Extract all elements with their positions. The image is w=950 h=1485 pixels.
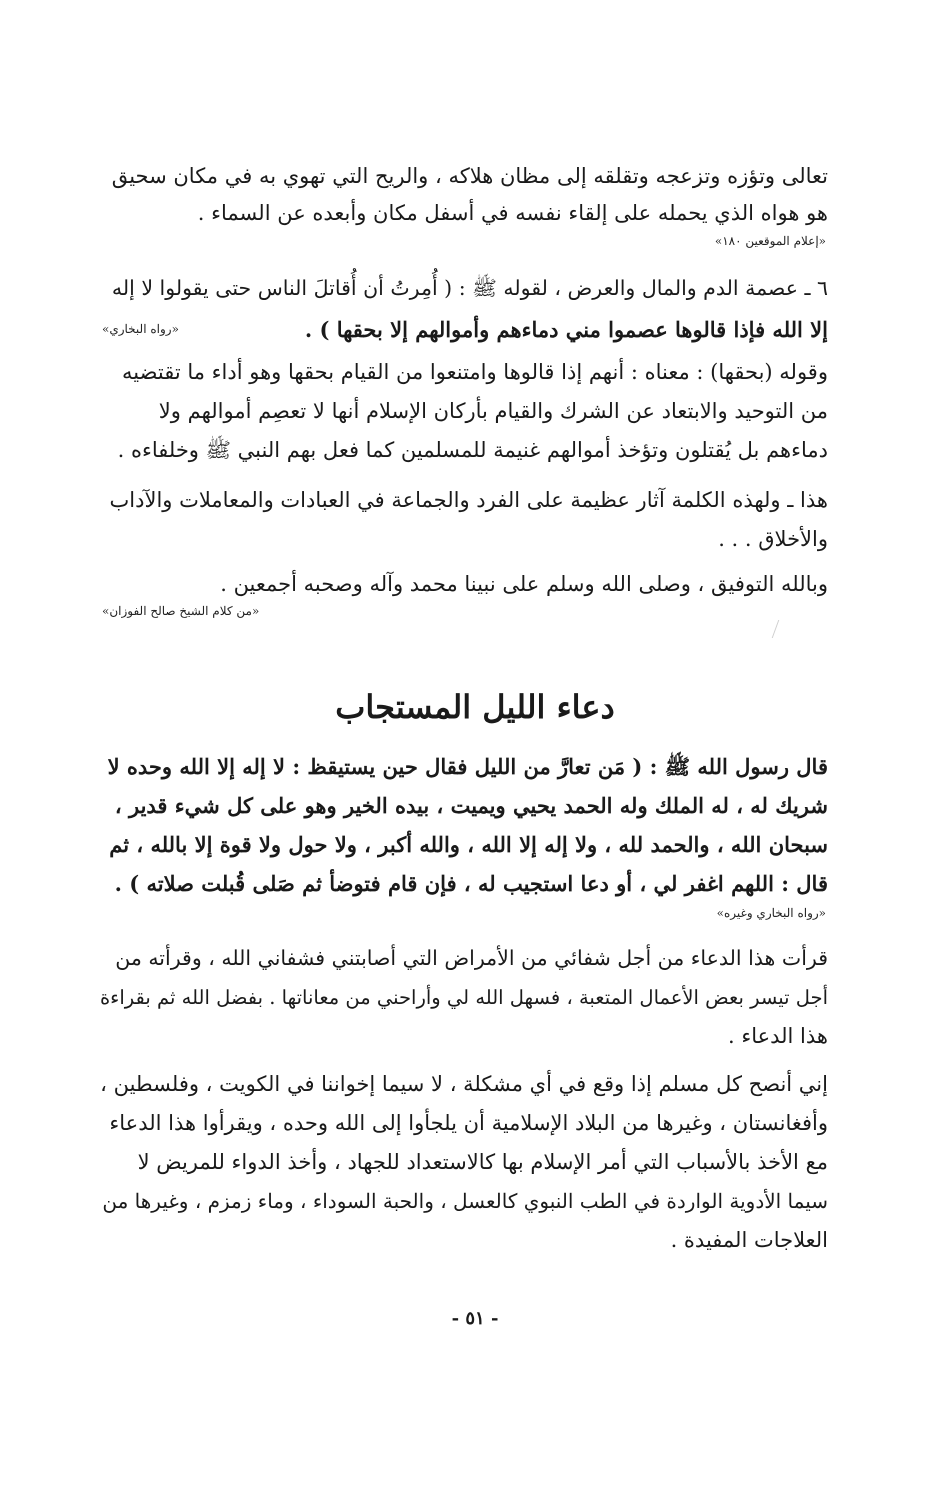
paragraph-line: أجل تيسر بعض الأعمال المتعبة ، فسهل الله لي وأراحني من معاناتها . بفضل الله ثم بقراءة (99, 986, 828, 1009)
paragraph-line: وأفغانستان ، وغيرها من البلاد الإسلامية أن يلجأوا إلى الله وحده ، ويقرأوا هذا الدعاء (109, 1111, 828, 1135)
paragraph-line: وبالله التوفيق ، وصلى الله وسلم على نبينا محمد وآله وصحبه أجمعين . (220, 572, 828, 596)
paragraph-line: سيما الأدوية الواردة في الطب النبوي كالعسل ، والحبة السوداء ، وماء زمزم ، وغيرها من (102, 1189, 828, 1213)
explanation-paragraph (100, 358, 828, 465)
paragraph-line: قال رسول الله ﷺ : ( مَن تعارَّ من الليل فقال حين يستيقظ : لا إله إلا الله وحده لا (107, 754, 828, 779)
paragraph-line: تعالى وتؤزه وتزعجه وتقلقه إلى مظان هلاكه ، والريح التي تهوي به في مكان سحيق (111, 164, 828, 188)
paragraph-line-bold: إلا الله فإذا قالوها عصموا مني دماءهم وأموالهم إلا بحقها ) . (304, 317, 828, 342)
paragraph-line: دماءهم بل يُقتلون وتؤخذ أموالهم غنيمة للمسلمين كما فعل بهم النبي ﷺ وخلفاءه . (117, 438, 828, 462)
intro-paragraph (100, 162, 828, 228)
advice-paragraph (100, 1070, 828, 1255)
source-citation: «رواه البخاري وغيره» (716, 906, 826, 920)
paragraph-line: من التوحيد والابتعاد عن الشرك والقيام بأركان الإسلام أنها لا تعصِم أموالهم ولا (158, 399, 828, 423)
closing-paragraph (100, 570, 828, 599)
story-paragraph (100, 944, 828, 1051)
paragraph-line: سبحان الله ، والحمد لله ، ولا إله إلا الله ، والله أكبر ، ولا حول ولا قوة إلا بالله ، ثم (109, 832, 828, 857)
paragraph-line: مع الأخذ بالأسباب التي أمر الإسلام بها كالاستعداد للجهاد ، وأخذ الدواء للمريض لا (137, 1150, 828, 1174)
paragraph-line: شريك له ، له الملك وله الحمد يحيي ويميت ، بيده الخير وهو على كل شيء قدير ، (114, 793, 828, 818)
paragraph-line: وقوله (بحقها) : معناه : أنهم إذا قالوها وامتنعوا من القيام بحقها وهو أداء ما تقتضيه (122, 360, 828, 384)
point-6-paragraph (100, 274, 828, 344)
summary-paragraph (100, 486, 828, 554)
source-citation: «رواه البخاري» (102, 322, 179, 336)
paragraph-line: هذا الدعاء . (727, 1024, 828, 1048)
paragraph-line: هذا ـ ولهذه الكلمة آثار عظيمة على الفرد والجماعة في العبادات والمعاملات والآداب (109, 488, 828, 512)
paragraph-line: إني أنصح كل مسلم إذا وقع في أي مشكلة ، لا سيما إخواننا في الكويت ، وفلسطين ، (100, 1072, 828, 1096)
paragraph-line: هو هواه الذي يحمله على إلقاء نفسه في أسفل مكان وأبعده عن السماء . (197, 201, 828, 225)
paragraph-line: قال : اللهم اغفر لي ، أو دعا استجيب له ، فإن قام فتوضأ ثم صَلى قُبلت صلاته ) . (114, 871, 828, 896)
paragraph-line: قرأت هذا الدعاء من أجل شفائي من الأمراض التي أصابتني فشفاني الله ، وقرأته من (115, 946, 828, 970)
source-citation: «من كلام الشيخ صالح الفوزان» (102, 604, 260, 618)
page-number: - ٥١ - (451, 1308, 499, 1329)
source-citation: «إعلام الموقعين ١٨٠» (714, 234, 826, 248)
paragraph-line: والأخلاق . . . (718, 527, 828, 551)
paragraph-line: ٦ ـ عصمة الدم والمال والعرض ، لقوله ﷺ : ( أُمِرتُ أن أُقاتلَ الناس حتى يقولوا لا إله (111, 276, 828, 300)
hadith-paragraph (100, 752, 828, 898)
paragraph-line: العلاجات المفيدة . (670, 1228, 828, 1252)
section-title: دعاء الليل المستجاب (335, 688, 615, 726)
page-mark (772, 620, 794, 638)
